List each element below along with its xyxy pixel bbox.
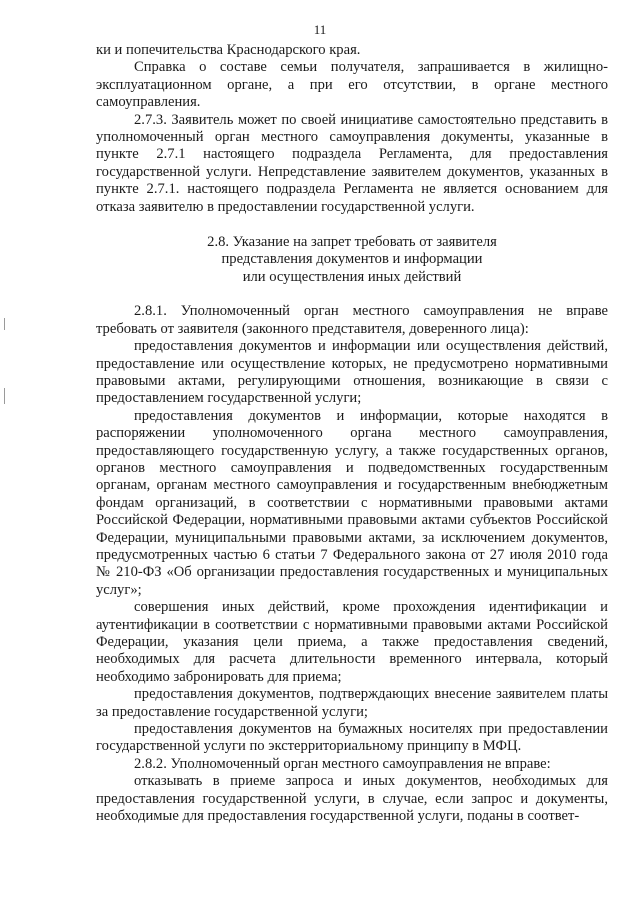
section-heading	[96, 234, 608, 286]
heading-line: 2.8. Указание на запрет требовать от заявителя	[207, 234, 497, 251]
paragraph: предоставления документов и информации, которые находятся в распоряжении уполномоченного органа местного самоуправления, предоставляющего государственную услугу, а также государственных органов, органов местного самоуправления и подведомственных государственным органам, органам местного самоуправления и государственным внебюджетным фондам организаций, в соответствии с нормативными правовыми актами Российской Федерации, нормативными правовыми актами субъектов Российской Федерации, муниципальными правовыми актами, за исключением документов, предусмотренных частью 6 статьи 7 Федерального закона от 27 июля 2010 года № 210-ФЗ «Об организации предоставления государственных и муниципальных услуг»;	[96, 407, 608, 598]
paragraph: 2.8.2. Уполномоченный орган местного самоуправления не вправе:	[134, 755, 551, 772]
scan-mark	[4, 318, 5, 330]
heading-line: представления документов и информации	[221, 251, 483, 268]
paragraph: совершения иных действий, кроме прохождения идентификации и аутентификации в соответствии с нормативными правовыми актами Российской Федерации, указания цели приема, а также предоставления сведений, необходимых для расчета длительности временного интервала, который необходимо забронировать для приема;	[96, 599, 608, 685]
paragraph: предоставления документов и информации или осуществления действий, предоставление или осуществление которых, не предусмотрено нормативными правовыми актами, регулирующими отношения, возникающие в связи с предоставлением государственной услуги;	[96, 338, 608, 407]
page-number: 11	[313, 22, 327, 37]
scan-mark	[4, 388, 5, 404]
paragraph: 2.7.3. Заявитель может по своей инициативе самостоятельно представить в уполномоченный орган местного самоуправления документы, указанные в пункте 2.7.1 настоящего подраздела Регламента, для предоставления государственной услуги. Непредставление заявителем документов, указанных в пункте 2.7.1. настоящего подраздела Регламента не является основанием для отказа заявителю в предоставлении государственной услуги.	[96, 111, 608, 215]
heading-line: или осуществления иных действий	[242, 268, 462, 285]
paragraph: Справка о составе семьи получателя, запрашивается в жилищно-эксплуатационном органе, а при его отсутствии, в органе местного самоуправления.	[96, 59, 608, 111]
paragraph: ки и попечительства Краснодарского края.	[96, 42, 361, 58]
paragraph: предоставления документов, подтверждающих внесение заявителем платы за предоставление государственной услуги;	[96, 686, 608, 720]
paragraph: предоставления документов на бумажных носителях при предоставлении государственной услуги по экстерриториальному принципу в МФЦ.	[96, 721, 608, 755]
document-body	[96, 42, 608, 825]
paragraph: 2.8.1. Уполномоченный орган местного самоуправления не вправе требовать от заявителя (законного представителя, доверенного лица):	[96, 303, 608, 337]
paragraph: отказывать в приеме запроса и иных документов, необходимых для предоставления государственной услуги, в случае, если запрос и документы, необходимые для предоставления государственной услуги, поданы в соответ-	[96, 773, 608, 825]
